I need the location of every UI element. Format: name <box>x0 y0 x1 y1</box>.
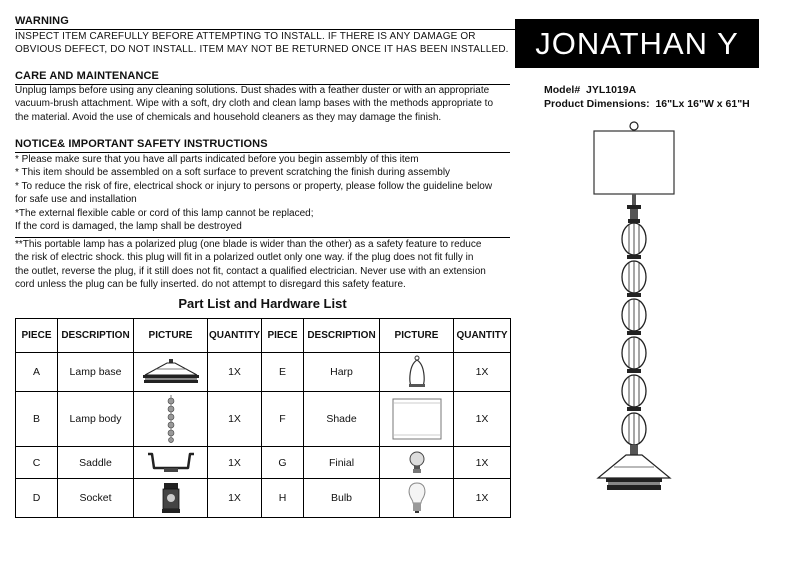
warning-text <box>15 30 515 57</box>
saddle-icon <box>146 452 196 474</box>
description-cell: Lamp body <box>58 392 134 447</box>
model-value: JYL1019A <box>586 84 637 96</box>
care-text <box>15 84 493 124</box>
notice-line: *The external flexible cable or cord of this lamp cannot be replaced; <box>15 207 314 219</box>
picture-cell <box>134 479 208 518</box>
quantity-cell: 1X <box>208 479 262 518</box>
description-cell: Lamp base <box>58 353 134 392</box>
piece-cell: G <box>262 447 304 479</box>
table-header-row <box>16 319 511 353</box>
quantity-cell: 1X <box>208 447 262 479</box>
quantity-cell: 1X <box>454 447 511 479</box>
notice-line: the risk of electric shock. this plug will fit in a polarized outlet only one way. if the plug does not fit fully in <box>15 252 474 264</box>
header-quantity: QUANTITY <box>454 319 511 353</box>
header-quantity: QUANTITY <box>208 319 262 353</box>
care-line: vacuum-brush attachment. Wipe with a soft, dry cloth and clean lamp bases with the methods appropriate to <box>15 98 494 110</box>
picture-cell <box>380 353 454 392</box>
quantity-cell: 1X <box>208 392 262 447</box>
piece-cell: D <box>16 479 58 518</box>
picture-cell <box>134 447 208 479</box>
lamp-base-icon <box>141 359 201 385</box>
dimensions-value: 16"Lx 16"W x 61"H <box>655 98 750 110</box>
warning-line: INSPECT ITEM CAREFULLY BEFORE ATTEMPTING TO INSTALL. IF THERE IS ANY DAMAGE OR <box>15 31 476 42</box>
model-number <box>544 84 636 96</box>
warning-line: OBVIOUS DEFECT, DO NOT INSTALL. ITEM MAY NOT BE RETURNED ONCE IT HAS BEEN INSTALLED. <box>15 44 509 56</box>
notice-line: for safe use and installation <box>15 194 137 206</box>
quantity-cell: 1X <box>454 353 511 392</box>
header-description: DESCRIPTION <box>304 319 380 353</box>
notice-text <box>15 153 492 233</box>
table-row <box>16 447 511 479</box>
parts-title: Part List and Hardware List <box>178 296 347 311</box>
brand-logo: JONATHAN Y <box>515 19 759 68</box>
picture-cell <box>134 353 208 392</box>
quantity-cell: 1X <box>454 479 511 518</box>
model-label: Model# <box>544 84 581 96</box>
notice-line: * This item should be assembled on a soft surface to prevent scratching the finish during assembly <box>15 167 451 179</box>
picture-cell <box>380 479 454 518</box>
piece-cell: H <box>262 479 304 518</box>
description-cell: Bulb <box>304 479 380 518</box>
quantity-cell: 1X <box>208 353 262 392</box>
lamp-body-icon <box>166 395 176 443</box>
header-piece: PIECE <box>16 319 58 353</box>
polarized-plug-text <box>15 238 486 292</box>
piece-cell: E <box>262 353 304 392</box>
piece-cell: B <box>16 392 58 447</box>
warning-title: WARNING <box>15 15 69 27</box>
description-cell: Socket <box>58 479 134 518</box>
table-row <box>16 392 511 447</box>
picture-cell <box>380 392 454 447</box>
description-cell: Shade <box>304 392 380 447</box>
piece-cell: A <box>16 353 58 392</box>
shade-icon <box>392 398 442 440</box>
harp-icon <box>407 355 427 389</box>
piece-cell: C <box>16 447 58 479</box>
description-cell: Saddle <box>58 447 134 479</box>
parts-table <box>15 318 511 518</box>
quantity-cell: 1X <box>454 392 511 447</box>
table-row <box>16 479 511 518</box>
header-piece: PIECE <box>262 319 304 353</box>
dimensions-label: Product Dimensions: <box>544 98 650 110</box>
piece-cell: F <box>262 392 304 447</box>
description-cell: Finial <box>304 447 380 479</box>
product-dimensions <box>544 98 750 110</box>
bulb-icon <box>407 482 427 514</box>
care-title: CARE AND MAINTENANCE <box>15 70 159 82</box>
header-description: DESCRIPTION <box>58 319 134 353</box>
notice-line: the outlet, reverse the plug, if it still does not fit, contact a qualified electrician. Never use with an extension <box>15 265 486 277</box>
finial-icon <box>408 451 426 475</box>
picture-cell <box>380 447 454 479</box>
care-line: the material. Avoid the use of chemicals and household cleaners as they may damage the finish. <box>15 111 442 123</box>
notice-line: cord unless the plug can be fully inserted. do not attempt to disregard this safety feature. <box>15 279 406 291</box>
notice-line: * Please make sure that you have all parts indicated before you begin assembly of this item <box>15 154 419 165</box>
header-picture: PICTURE <box>134 319 208 353</box>
care-line: Unplug lamps before using any cleaning solutions. Dust shades with a feather duster or with an appropriate <box>15 85 490 96</box>
header-picture: PICTURE <box>380 319 454 353</box>
notice-line: **This portable lamp has a polarized plug (one blade is wider than the other) as a safety feature to reduce <box>15 239 482 250</box>
socket-icon <box>161 482 181 514</box>
notice-title: NOTICE& IMPORTANT SAFETY INSTRUCTIONS <box>15 138 268 150</box>
floor-lamp-illustration <box>578 118 688 504</box>
picture-cell <box>134 392 208 447</box>
description-cell: Harp <box>304 353 380 392</box>
table-row <box>16 353 511 392</box>
notice-line: * To reduce the risk of fire, electrical shock or injury to persons or property, please follow the guideline below <box>15 180 493 192</box>
notice-line: If the cord is damaged, the lamp shall be destroyed <box>15 221 242 233</box>
